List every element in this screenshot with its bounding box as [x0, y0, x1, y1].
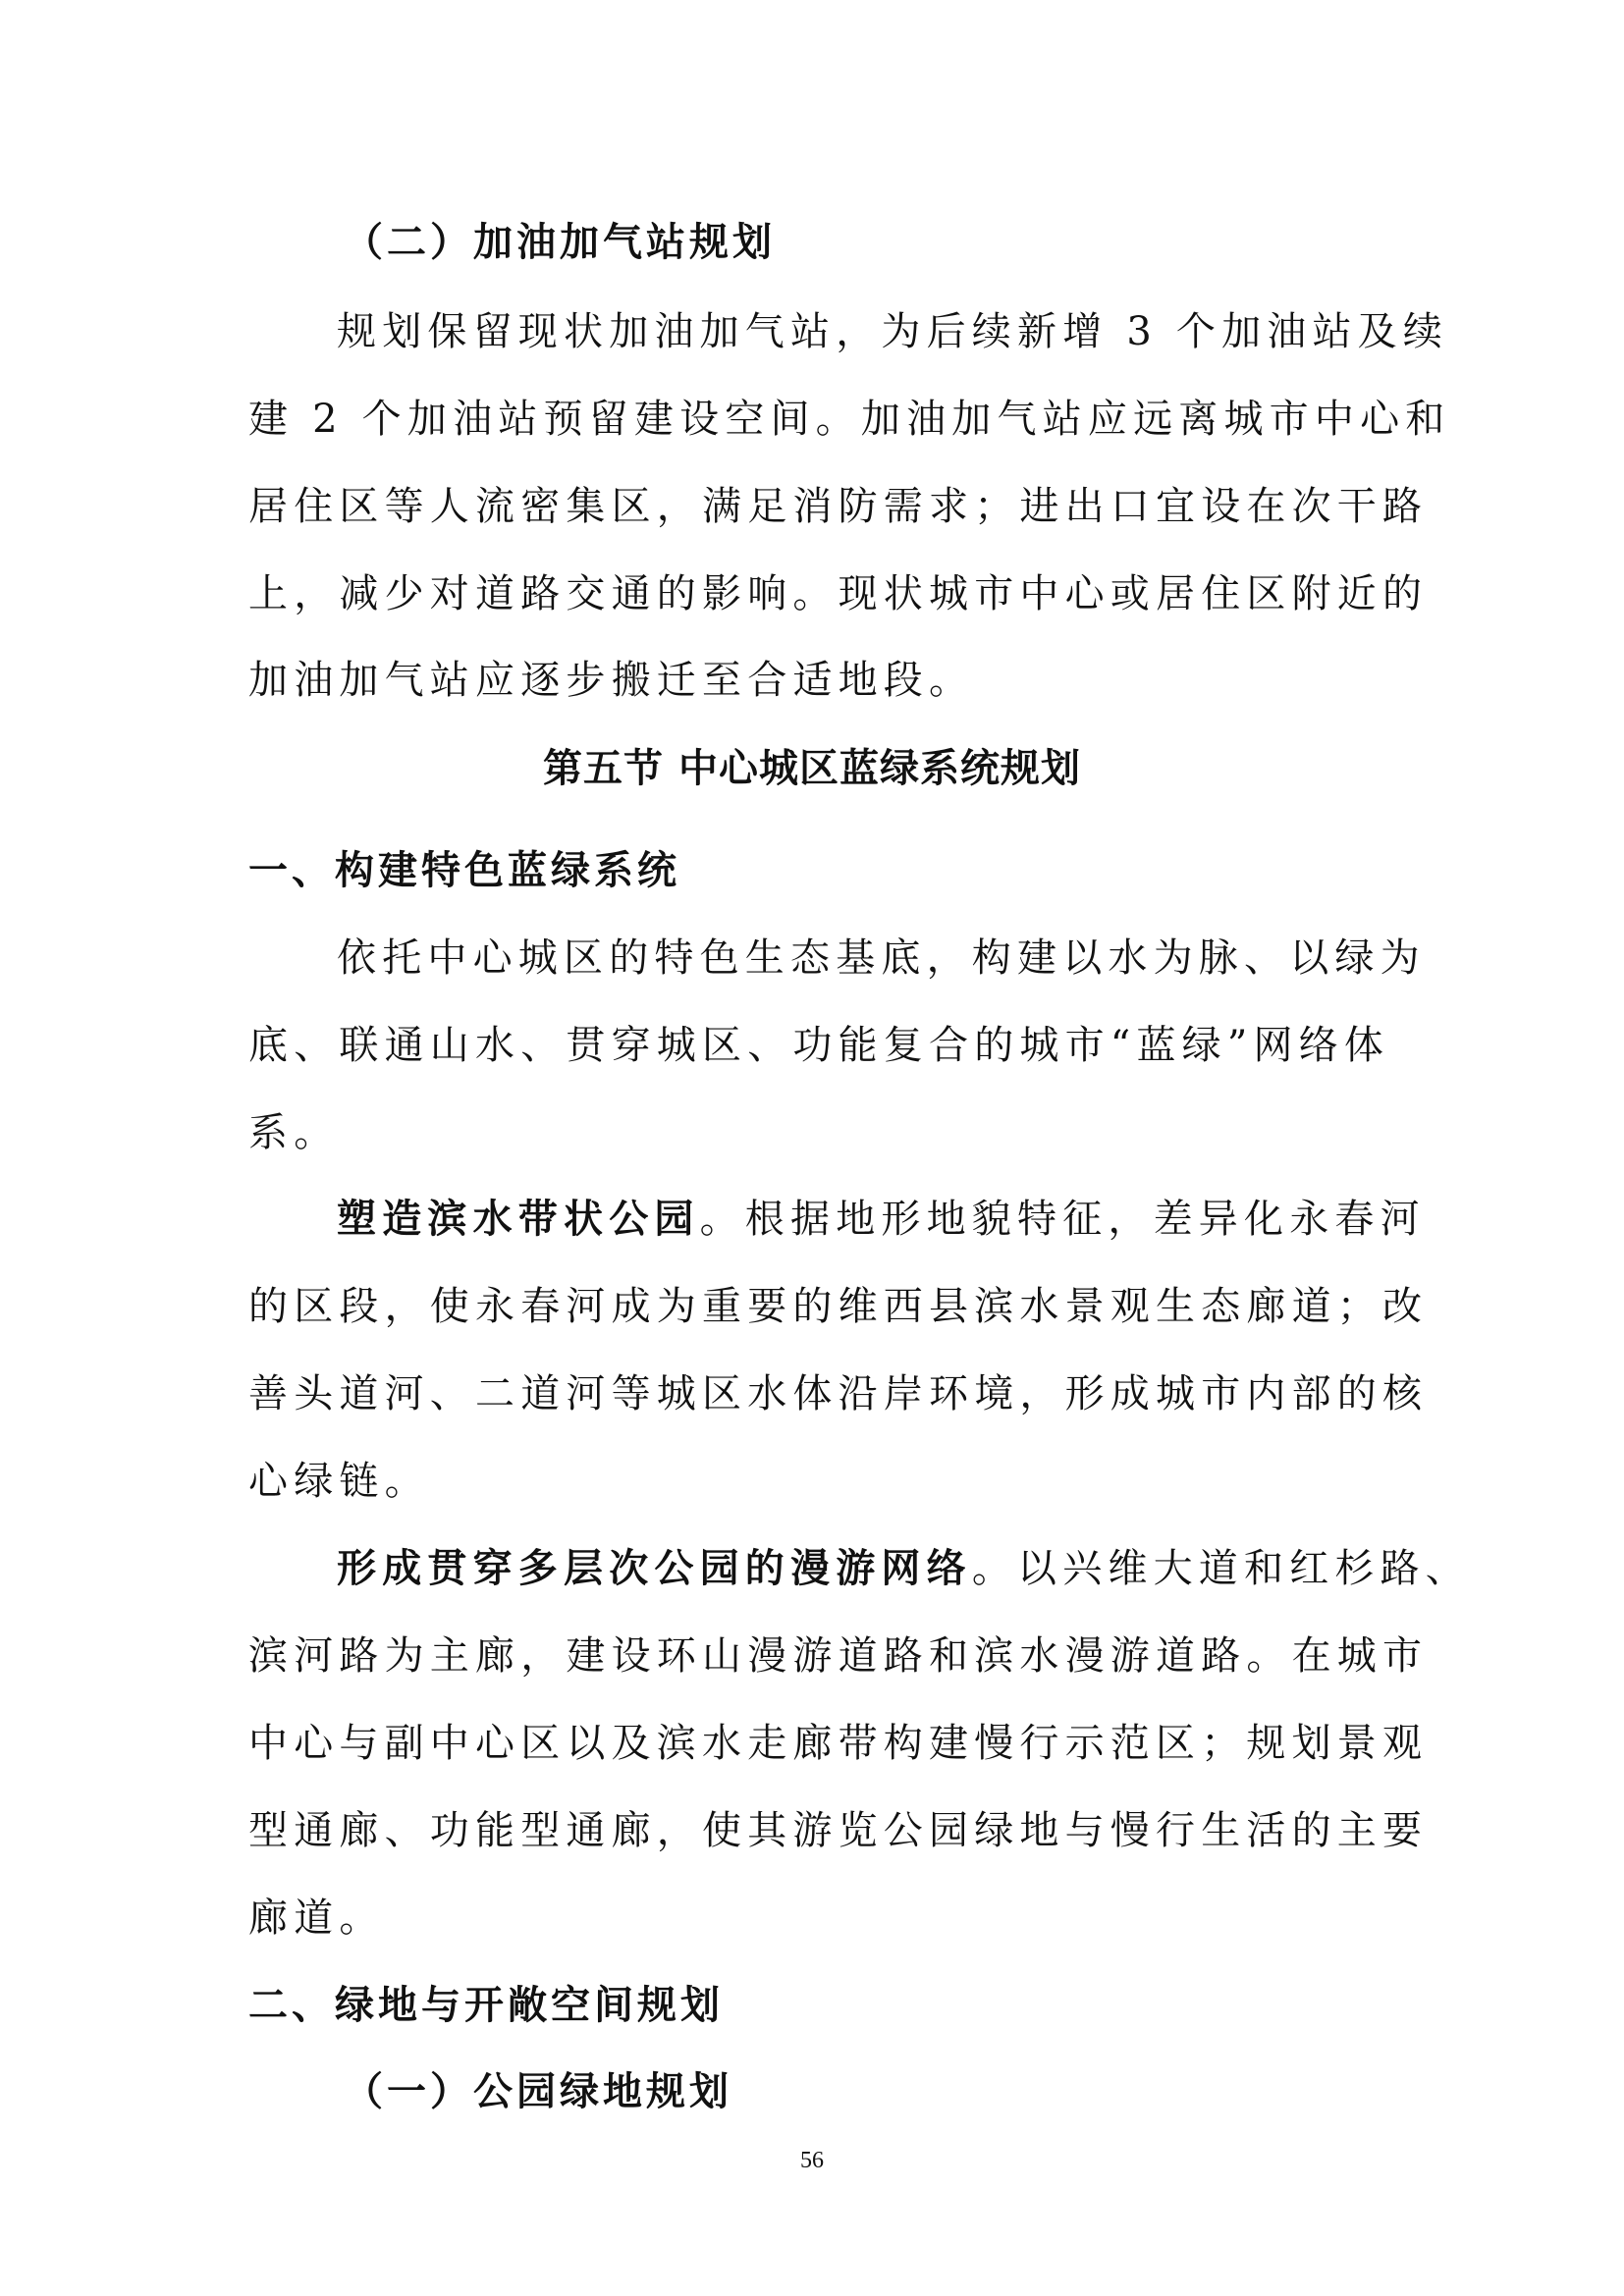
- heading-green-open-space: 二、绿地与开敞空间规划: [248, 1983, 724, 2028]
- paragraph-line: 加油加气站应逐步搬迁至合适地段。: [248, 658, 975, 703]
- paragraph-line: 心绿链。: [248, 1459, 430, 1504]
- paragraph-line: [337, 1544, 1471, 1593]
- paragraph-line: 系。: [248, 1110, 340, 1155]
- paragraph-line: 规划保留现状加油加气站，为后续新增 3 个加油站及续: [337, 309, 1449, 354]
- paragraph-text: 。以兴维大道和红杉路、: [971, 1546, 1472, 1591]
- paragraph-line: 底、联通山水、贯穿城区、功能复合的城市“蓝绿”网络体: [248, 1023, 1390, 1068]
- paragraph-line: 型通廊、功能型通廊，使其游览公园绿地与慢行生活的主要: [248, 1808, 1429, 1853]
- section-title: 第五节 中心城区蓝绿系统规划: [543, 746, 1081, 791]
- paragraph-line: 善头道河、二道河等城区水体沿岸环境，形成城市内部的核: [248, 1371, 1429, 1416]
- paragraph-line: 居住区等人流密集区，满足消防需求；进出口宜设在次干路: [248, 484, 1429, 529]
- bold-lead-waterfront-park: 塑造滨水带状公园: [337, 1197, 700, 1242]
- page-number: 56: [800, 2148, 824, 2173]
- paragraph-line: 中心与副中心区以及滨水走廊带构建慢行示范区；规划景观: [248, 1721, 1429, 1766]
- paragraph-line: 廊道。: [248, 1896, 385, 1941]
- paragraph-text: 。根据地形地貌特征，差异化永春河: [699, 1197, 1426, 1242]
- paragraph-line: 建 2 个加油站预留建设空间。加油加气站应远离城市中心和: [248, 397, 1451, 442]
- paragraph-line: 的区段，使永春河成为重要的维西县滨水景观生态廊道；改: [248, 1284, 1429, 1329]
- sub-heading-gas-station: （二）加油加气站规划: [344, 220, 776, 265]
- heading-blue-green-system: 一、构建特色蓝绿系统: [248, 848, 680, 893]
- paragraph-line: 上，减少对道路交通的影响。现状城市中心或居住区附近的: [248, 571, 1429, 616]
- sub-heading-park-green: （一）公园绿地规划: [344, 2069, 732, 2114]
- paragraph-line: 依托中心城区的特色生态基底，构建以水为脉、以绿为: [337, 935, 1426, 981]
- paragraph-line: 滨河路为主廊，建设环山漫游道路和滨水漫游道路。在城市: [248, 1633, 1429, 1679]
- paragraph-line: [337, 1195, 1426, 1244]
- bold-lead-roaming-network: 形成贯穿多层次公园的漫游网络: [337, 1546, 972, 1591]
